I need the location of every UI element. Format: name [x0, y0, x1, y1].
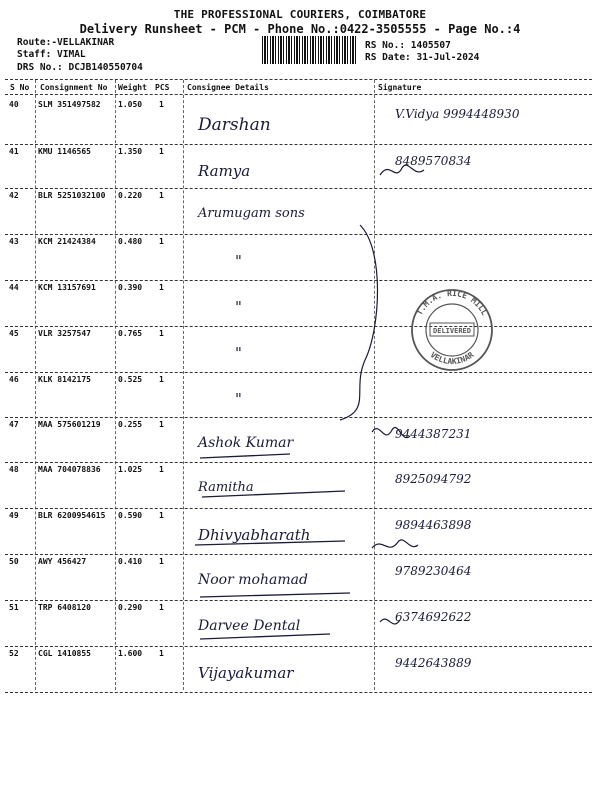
strike-mark	[200, 454, 290, 458]
row-pcs: 1	[159, 649, 164, 658]
row-weight: 1.050	[118, 100, 143, 109]
row-sno: 45	[9, 329, 19, 338]
row-pcs: 1	[159, 329, 164, 338]
row-pcs: 1	[159, 100, 164, 109]
row-consignment: MAA 704078836	[38, 465, 101, 474]
row-consignee-handwritten: Ramya	[198, 162, 251, 180]
strike-mark	[202, 491, 345, 497]
row-weight: 0.220	[118, 191, 143, 200]
row-consignee-handwritten: "	[235, 252, 242, 270]
row-weight: 1.600	[118, 649, 143, 658]
route-label: Route:-VELLAKINAR	[17, 37, 115, 48]
row-consignment: MAA 575601219	[38, 420, 101, 429]
row-consignment: KCM 21424384	[38, 237, 96, 246]
ditto-bracket	[340, 225, 378, 420]
row-consignee-handwritten: Ramitha	[198, 480, 254, 495]
signature-scribble	[372, 428, 410, 438]
strike-mark	[200, 593, 350, 597]
row-consignee-handwritten: Vijayakumar	[198, 664, 294, 682]
row-weight: 0.525	[118, 375, 143, 384]
drs-number: DRS No.: DCJB140550704	[17, 62, 143, 73]
row-sno: 50	[9, 557, 19, 566]
row-consignee-handwritten: "	[235, 390, 242, 408]
row-signature-handwritten: 9444387231	[395, 427, 472, 441]
row-sno: 49	[9, 511, 19, 520]
row-consignment: TRP 6408120	[38, 603, 91, 612]
row-signature-handwritten: V.Vidya 9994448930	[395, 107, 520, 121]
row-consignment: BLR 6200954615	[38, 511, 106, 520]
row-sno: 42	[9, 191, 19, 200]
row-weight: 0.410	[118, 557, 143, 566]
rice-mill-stamp	[412, 289, 492, 370]
signature-scribble	[380, 619, 400, 624]
svg-text:VELLAKINAR	[429, 350, 476, 366]
row-pcs: 1	[159, 465, 164, 474]
row-consignee-handwritten: "	[235, 298, 242, 316]
strike-mark	[200, 634, 330, 639]
row-sno: 51	[9, 603, 19, 612]
row-consignment: CGL 1410855	[38, 649, 91, 658]
signature-scribble	[380, 165, 424, 175]
row-consignee-handwritten: Ashok Kumar	[198, 435, 294, 451]
col-signature: Signature	[378, 83, 422, 92]
row-pcs: 1	[159, 603, 164, 612]
row-sno: 40	[9, 100, 19, 109]
row-signature-handwritten: 8489570834	[395, 154, 472, 168]
col-consignment: Consignment No	[40, 83, 108, 92]
row-pcs: 1	[159, 420, 164, 429]
row-consignment: KLK 8142175	[38, 375, 91, 384]
row-signature-handwritten: 9894463898	[395, 518, 472, 532]
row-consignee-handwritten: Arumugam sons	[198, 206, 305, 221]
col-pcs: PCS	[155, 83, 170, 92]
stamp-top-text: T.M.A. RICE MILL	[414, 288, 490, 317]
row-sno: 52	[9, 649, 19, 658]
strike-mark	[195, 541, 345, 545]
company-title: THE PROFESSIONAL COURIERS, COIMBATORE	[173, 8, 427, 21]
row-pcs: 1	[159, 557, 164, 566]
row-pcs: 1	[159, 191, 164, 200]
staff-label: Staff: VIMAL	[17, 49, 86, 60]
rs-number: RS No.: 1405507	[365, 40, 451, 51]
signature-scribble	[372, 540, 418, 548]
row-signature-handwritten: 8925094792	[395, 472, 472, 486]
col-consignee: Consignee Details	[187, 83, 269, 92]
row-consignment: VLR 3257547	[38, 329, 91, 338]
row-consignee-handwritten: Dhivyabharath	[198, 526, 311, 544]
row-weight: 1.025	[118, 465, 143, 474]
row-consignee-handwritten: "	[235, 344, 242, 362]
row-weight: 0.390	[118, 283, 143, 292]
col-sno: S No	[10, 83, 30, 92]
row-signature-handwritten: 9789230464	[395, 564, 472, 578]
row-pcs: 1	[159, 147, 164, 156]
row-consignee-handwritten: Noor mohamad	[198, 572, 308, 588]
runsheet-subtitle: Delivery Runsheet - PCM - Phone No.:0422-3505555 - Page No.:4	[79, 22, 521, 36]
row-weight: 0.590	[118, 511, 143, 520]
row-weight: 0.255	[118, 420, 143, 429]
row-signature-handwritten: 6374692622	[395, 610, 472, 624]
col-weight: Weight	[118, 83, 147, 92]
stamp-middle-text: DELIVERED	[433, 327, 471, 335]
row-sno: 43	[9, 237, 19, 246]
row-sno: 46	[9, 375, 19, 384]
row-weight: 0.290	[118, 603, 143, 612]
svg-text:T.M.A. RICE MILL	[415, 289, 489, 317]
row-signature-handwritten: 9442643889	[395, 656, 472, 670]
row-weight: 0.765	[118, 329, 143, 338]
row-consignment: SLM 351497582	[38, 100, 101, 109]
row-pcs: 1	[159, 375, 164, 384]
row-consignee-handwritten: Darvee Dental	[198, 618, 301, 634]
row-pcs: 1	[159, 283, 164, 292]
row-sno: 48	[9, 465, 19, 474]
stamp-bottom-text: VELLAKINAR	[428, 350, 476, 367]
row-sno: 41	[9, 147, 19, 156]
row-consignment: KCM 13157691	[38, 283, 96, 292]
row-pcs: 1	[159, 511, 164, 520]
row-consignment: BLR 5251032100	[38, 191, 106, 200]
row-weight: 1.350	[118, 147, 143, 156]
row-sno: 44	[9, 283, 19, 292]
row-consignee-handwritten: Darshan	[198, 115, 271, 135]
row-consignment: KMU 1146565	[38, 147, 91, 156]
row-weight: 0.480	[118, 237, 143, 246]
row-pcs: 1	[159, 237, 164, 246]
row-sno: 47	[9, 420, 19, 429]
row-consignment: AWY 456427	[38, 557, 87, 566]
rs-date: RS Date: 31-Jul-2024	[365, 52, 480, 63]
